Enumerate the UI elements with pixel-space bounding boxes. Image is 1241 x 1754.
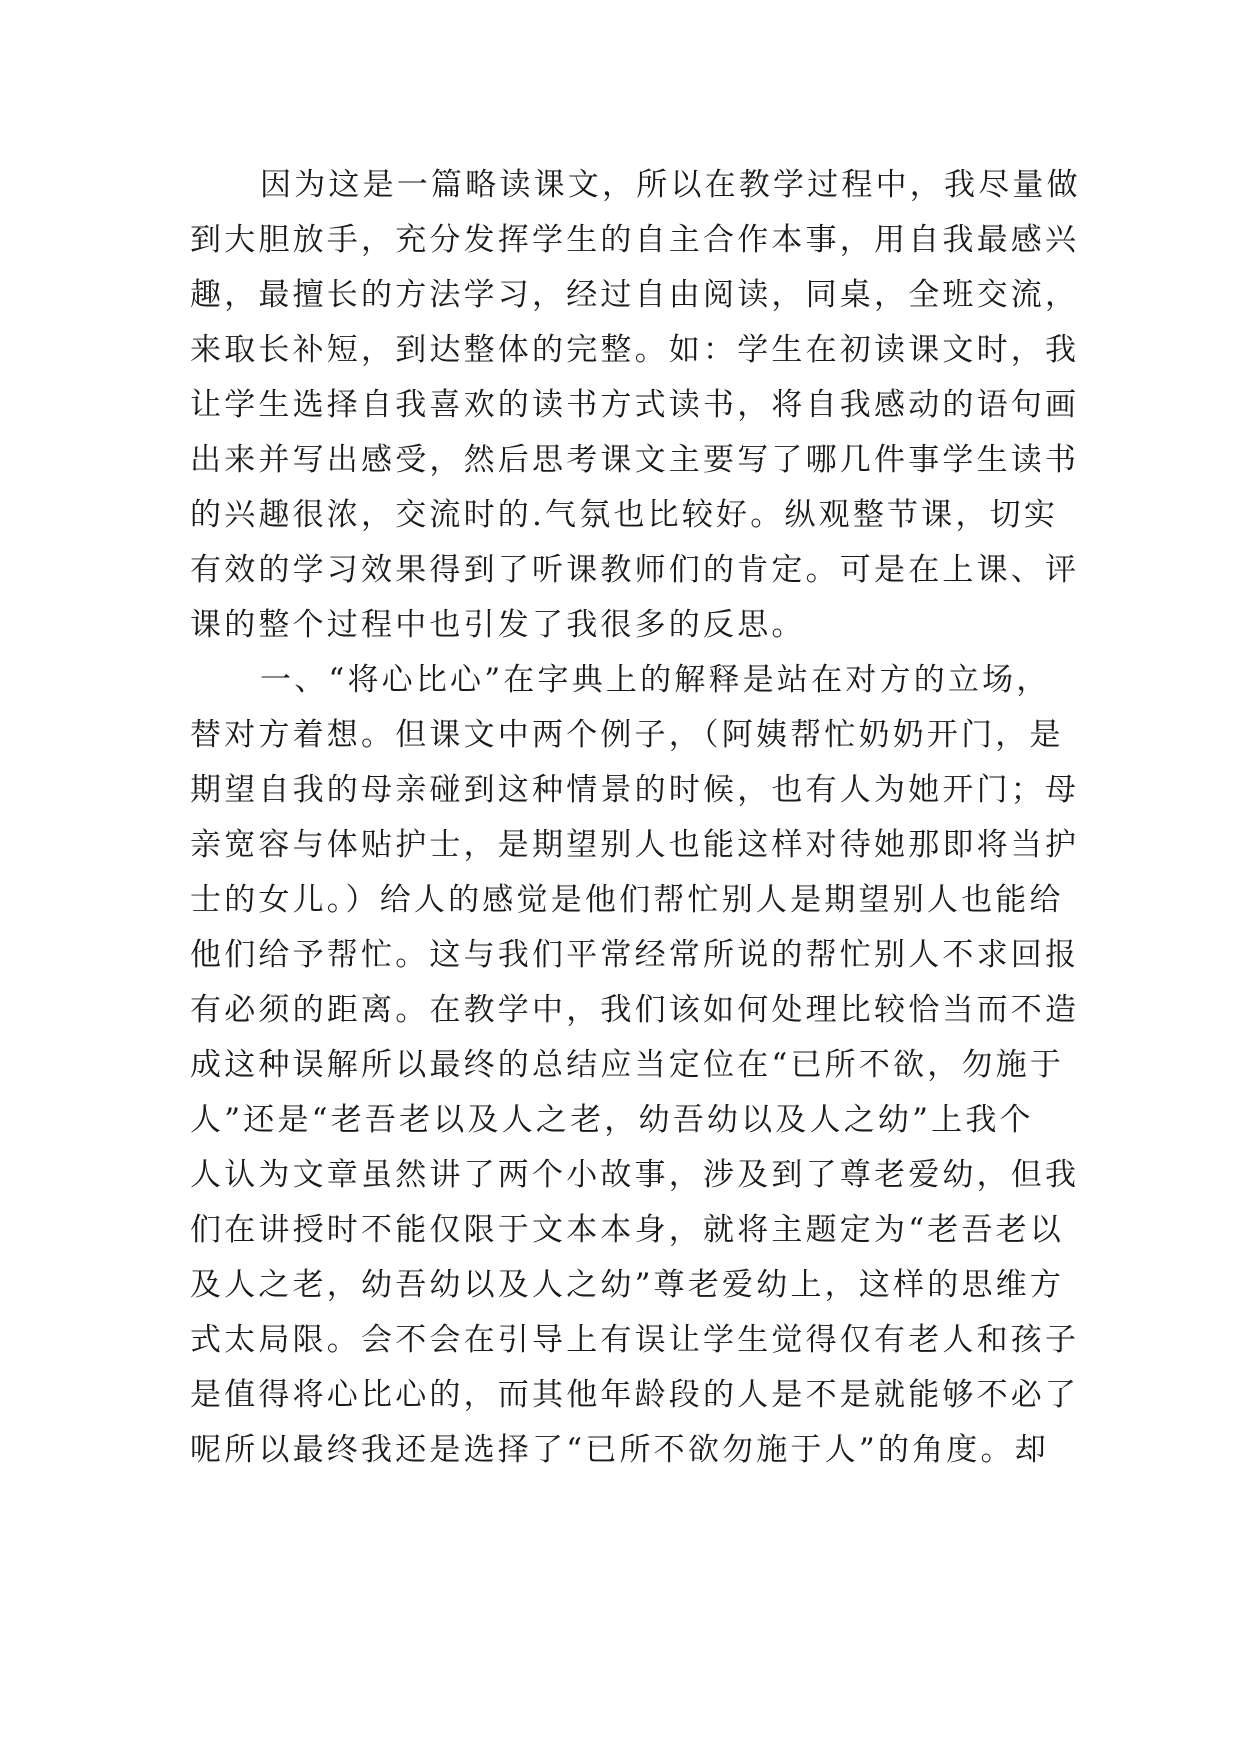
paragraph-2-line-2: 替对方着想。但课文中两个例子，（阿姨帮忙奶奶开门，是 — [190, 717, 1064, 753]
paragraph-1-line-1: 因为这是一篇略读课文，所以在教学过程中，我尽量做 — [260, 167, 1081, 203]
paragraph-1-line-6: 出来并写出感受，然后思考课文主要写了哪几件事学生读书 — [190, 442, 1080, 478]
paragraph-2-line-4: 亲宽容与体贴护士，是期望别人也能这样对待她那即将当护 — [190, 827, 1080, 863]
paragraph-2-line-13: 式太局限。会不会在引导上有误让学生觉得仅有老人和孩子 — [190, 1322, 1080, 1358]
paragraph-1-line-4: 来取长补短，到达整体的完整。如：学生在初读课文时，我 — [190, 332, 1080, 368]
paragraph-1-line-8: 有效的学习效果得到了听课教师们的肯定。可是在上课、评 — [190, 552, 1080, 588]
paragraph-2-line-12: 及人之老，幼吾幼以及人之幼”尊老爱幼上，这样的思维方 — [190, 1267, 1065, 1303]
paragraph-1-line-2: 到大胆放手，充分发挥学生的自主合作本事，用自我最感兴 — [190, 222, 1080, 258]
paragraph-2-line-3: 期望自我的母亲碰到这种情景的时候，也有人为她开门；母 — [190, 772, 1080, 808]
paragraph-1-line-3: 趣，最擅长的方法学习，经过自由阅读，同桌，全班交流， — [190, 277, 1080, 313]
paragraph-2-line-1: 一、“将心比心”在字典上的解释是站在对方的立场， — [260, 662, 1051, 698]
paragraph-2-line-8: 成这种误解所以最终的总结应当定位在“已所不欲，勿施于 — [190, 1047, 1065, 1083]
paragraph-2-line-14: 是值得将心比心的，而其他年龄段的人是不是就能够不必了 — [190, 1377, 1080, 1413]
paragraph-1-line-5: 让学生选择自我喜欢的读书方式读书，将自我感动的语句画 — [190, 387, 1080, 423]
paragraph-2-line-9: 人”还是“老吾老以及人之老，幼吾幼以及人之幼”上我个 — [190, 1102, 1034, 1138]
paragraph-2-line-10: 人认为文章虽然讲了两个小故事，涉及到了尊老爱幼，但我 — [190, 1157, 1080, 1193]
paragraph-2-line-5: 士的女儿。）给人的感觉是他们帮忙别人是期望别人也能给 — [190, 882, 1064, 918]
paragraph-2-line-7: 有必须的距离。在教学中，我们该如何处理比较恰当而不造 — [190, 992, 1080, 1028]
body-text — [190, 158, 1081, 1478]
paragraph-1-line-9: 课的整个过程中也引发了我很多的反思。 — [190, 607, 806, 643]
paragraph-2-line-11: 们在讲授时不能仅限于文本本身，就将主题定为“老吾老以 — [190, 1212, 1065, 1248]
paragraph-2-line-6: 他们给予帮忙。这与我们平常经常所说的帮忙别人不求回报 — [190, 937, 1080, 973]
paragraph-1-line-7: 的兴趣很浓，交流时的.气氛也比较好。纵观整节课，切实 — [190, 497, 1059, 533]
paragraph-2-line-15: 呢所以最终我还是选择了“已所不欲勿施于人”的角度。却 — [190, 1432, 1049, 1468]
